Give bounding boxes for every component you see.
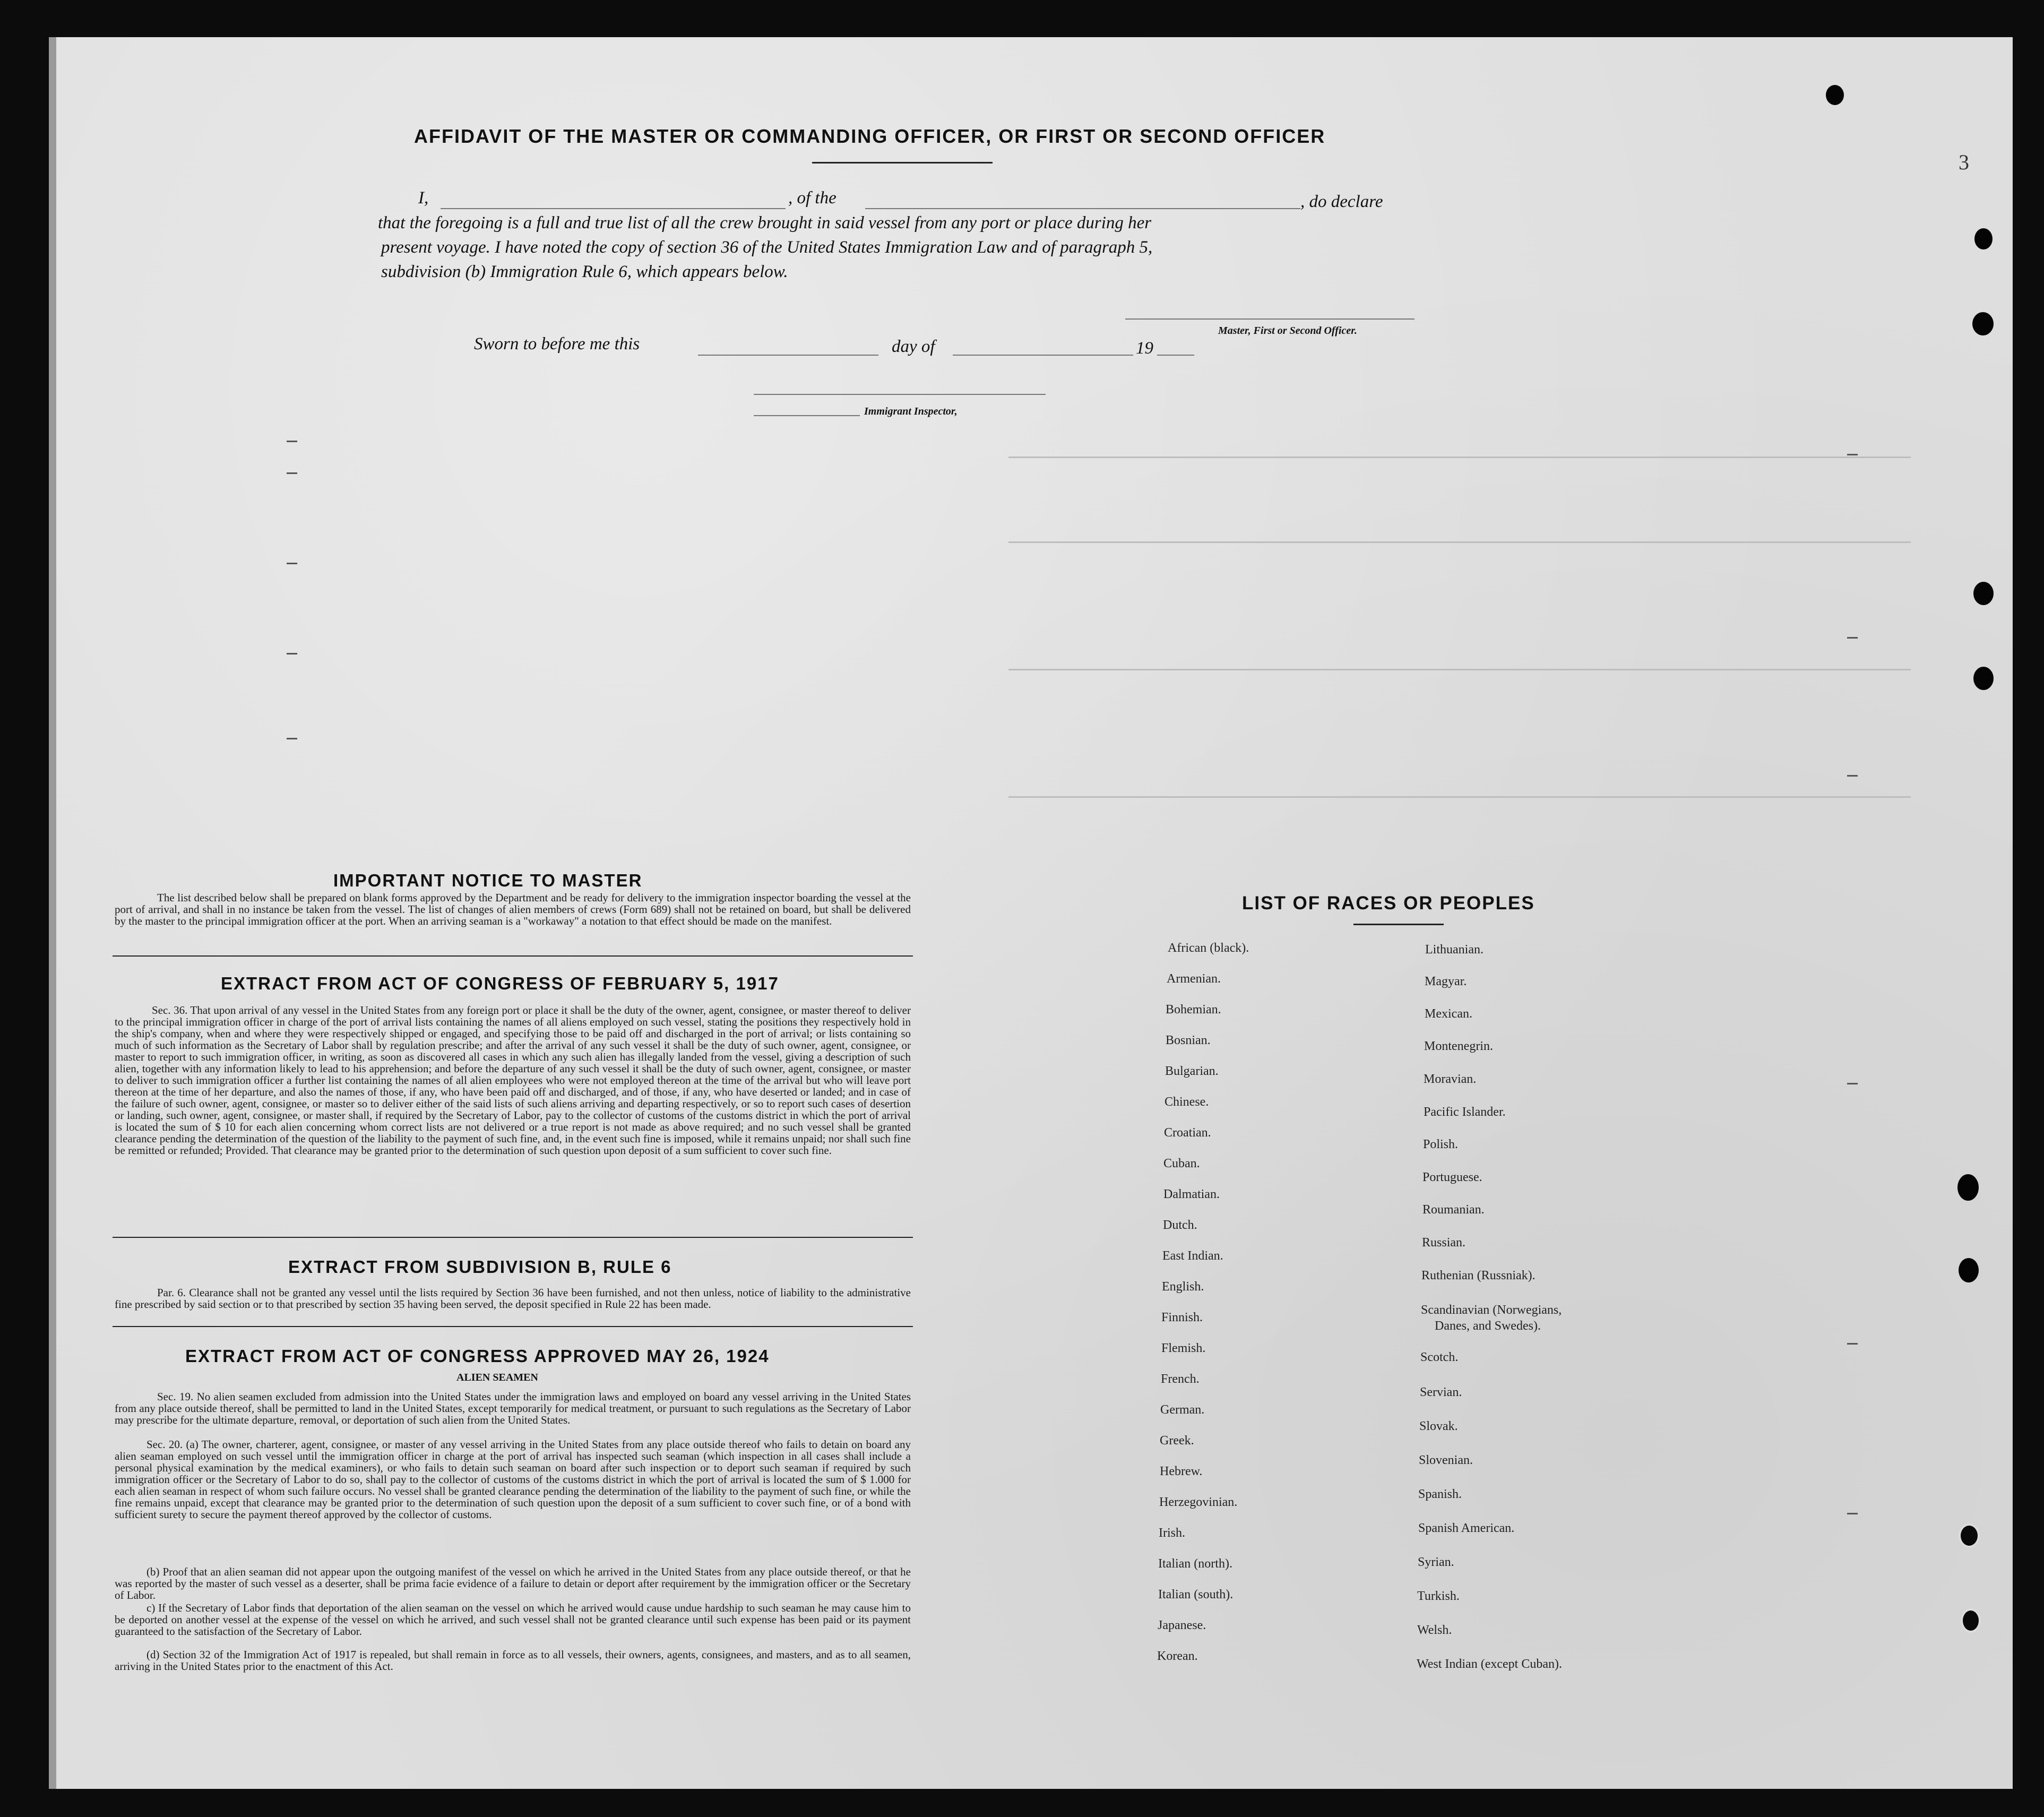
race-left: Finnish.	[1161, 1311, 1203, 1324]
race-left: Korean.	[1157, 1649, 1198, 1663]
race-left: Dalmatian.	[1163, 1187, 1220, 1201]
race-right: Roumanian.	[1422, 1203, 1485, 1217]
race-right: Ruthenian (Russniak).	[1421, 1269, 1536, 1282]
race-right: Spanish.	[1418, 1487, 1462, 1501]
extract-1924-sec20d: (d) Section 32 of the Immigration Act of 1917 is repealed, but shall remain in force as to all vessels, their owners, agents, consignees, and masters, and as to all seamen, arriving in the United States prior to the enactment of this Act.	[115, 1648, 911, 1673]
race-right: West Indian (except Cuban).	[1417, 1657, 1562, 1671]
races-title: LIST OF RACES OR PEOPLES	[1242, 893, 1535, 914]
signature-label: Master, First or Second Officer.	[1218, 325, 1357, 337]
race-right: Pacific Islander.	[1424, 1105, 1506, 1119]
race-left: Irish.	[1159, 1526, 1185, 1540]
page-edge-shadow	[49, 37, 56, 1789]
race-left: Herzegovinian.	[1159, 1495, 1238, 1509]
race-left: East Indian.	[1162, 1249, 1223, 1263]
row-dash	[1847, 775, 1858, 777]
sworn-year-blank	[1157, 355, 1194, 356]
race-right: Welsh.	[1417, 1623, 1452, 1637]
affidavit-do-declare: , do declare	[1300, 192, 1383, 211]
race-right: Scandinavian (Norwegians,	[1421, 1303, 1562, 1317]
rule6-rule	[113, 1326, 913, 1327]
binder-hole	[1957, 1174, 1979, 1201]
race-left: Bohemian.	[1166, 1003, 1221, 1017]
extract-1924-sec20b: (b) Proof that an alien seaman did not appear upon the outgoing manifest of the vessel on which he arrived in the United States from any place outside thereof, or that he was reported by the master of such vessel as a deserter, shall be prima facie evidence of a failure to detain or deport after requirement by the immigration officer or the Secretary of Labor.	[115, 1565, 911, 1601]
sworn-prefix: Sworn to before me this	[474, 334, 640, 354]
notice-rule	[113, 955, 913, 957]
row-dash	[287, 472, 297, 474]
extract-1924-title: EXTRACT FROM ACT OF CONGRESS APPROVED MAY 26, 1924	[185, 1346, 770, 1366]
race-left: German.	[1160, 1403, 1205, 1417]
binder-hole	[1959, 1258, 1979, 1282]
race-right: Spanish American.	[1418, 1521, 1515, 1535]
race-right: Scotch.	[1420, 1350, 1459, 1364]
race-right: Russian.	[1422, 1236, 1466, 1250]
inspector-line	[754, 394, 1046, 395]
signature-line	[1125, 318, 1415, 320]
race-left: French.	[1161, 1372, 1200, 1386]
race-right: Servian.	[1420, 1385, 1462, 1399]
row-dash	[287, 563, 297, 564]
notice-body: The list described below shall be prepared on blank forms approved by the Department and be ready for delivery to the immigration inspector boarding the vessel at the port of arrival, and shall in no instance be taken from the vessel. The list of changes of alien members of crews (Form 689) shall not be retained on board, but shall be delivered by the master to the principal immigration officer at the port. When an arriving seaman is a "workaway" a notation to that effect should be made on the manifest.	[115, 891, 911, 927]
race-left: Bosnian.	[1166, 1034, 1211, 1047]
affidavit-title: AFFIDAVIT OF THE MASTER OR COMMANDING OFFICER, OR FIRST OR SECOND OFFICER	[414, 125, 1326, 147]
race-left: Croatian.	[1164, 1126, 1211, 1140]
race-right: Moravian.	[1424, 1072, 1477, 1086]
race-right: Danes, and Swedes).	[1435, 1319, 1541, 1333]
races-title-rule	[1353, 924, 1444, 925]
affidavit-of-the: , of the	[788, 188, 836, 208]
row-dash	[287, 441, 297, 442]
race-left: English.	[1162, 1280, 1204, 1294]
notice-title: IMPORTANT NOTICE TO MASTER	[333, 871, 643, 890]
affidavit-line1-i: I,	[418, 188, 429, 208]
race-left: Dutch.	[1163, 1218, 1197, 1232]
binder-hole	[1959, 1523, 1980, 1548]
race-right: Magyar.	[1425, 975, 1467, 988]
row-dash	[1847, 1083, 1858, 1084]
rule6-body: Par. 6. Clearance shall not be granted any vessel until the lists required by Section 36 have been furnished, and not then unless, notice of liability to the administrative fine prescribed by said section or to that prescribed by section 35 having been served, the deposit specified in Rule 22 has been made.	[115, 1286, 911, 1311]
race-right: Mexican.	[1425, 1007, 1472, 1021]
race-right: Montenegrin.	[1424, 1039, 1493, 1053]
binder-hole	[1973, 667, 1994, 690]
sworn-month-blank	[953, 355, 1133, 356]
bleed-through-line	[1008, 669, 1911, 670]
margin-mark: 3	[1959, 150, 1969, 174]
affidavit-line4: subdivision (b) Immigration Rule 6, which appears below.	[381, 262, 788, 281]
race-left: Flemish.	[1161, 1341, 1206, 1355]
race-left: Armenian.	[1167, 972, 1221, 986]
race-left: Japanese.	[1158, 1618, 1206, 1632]
race-right: Slovenian.	[1419, 1453, 1473, 1467]
bleed-through-line	[1008, 457, 1911, 458]
race-right: Syrian.	[1418, 1555, 1454, 1569]
row-dash	[1847, 1513, 1858, 1514]
race-left: Hebrew.	[1160, 1465, 1203, 1478]
affidavit-line2: that the foregoing is a full and true list of all the crew brought in said vessel from any port or place during her	[378, 213, 1152, 232]
race-right: Portuguese.	[1422, 1170, 1482, 1184]
extract-1924-sec20a: Sec. 20. (a) The owner, charterer, agent, consignee, or master of any vessel arriving in the United States from any place outside thereof who fails to detain on board any alien seaman employed on such vessel until the immigration officer in charge at the port of arrival has inspected such seaman (which inspection in all cases shall include a personal physical examination by the medical examiners), or who fails to detain such seaman on board after such inspection or to deport such seaman if required by such immigration officer or the Secretary of Labor to do so, shall pay to the collector of customs of the customs district in which the port of arrival is located the sum of $ 1.000 for each alien seaman in respect of whom such failure occurs. No vessel shall be granted clearance pending the determination of the liability to the payment of such fine, or while the fine remains unpaid, except that clearance may be granted prior to the determination of such question upon the deposit of a sum sufficient to cover such fine, or of a bond with sufficient surety to secure the payment thereof approved by the collector of customs.	[115, 1438, 911, 1521]
extract-1924-subtitle: ALIEN SEAMEN	[456, 1372, 538, 1383]
binder-hole	[1826, 85, 1844, 105]
extract-1917-body: Sec. 36. That upon arrival of any vessel in the United States from any foreign port or place it shall be the duty of the owner, agent, consignee, or master thereof to deliver to the principal immigration officer in charge of the port of arrival lists containing the names of all aliens employed on such vessel, stating the positions they respectively hold in the ship's company, when and where they were respectively shipped or engaged, and specifying those to be paid off and discharged in the port of arrival; or lists containing so much of such information as the Secretary of Labor shall by regulation prescribe; and after the arrival of any such vessel it shall be the duty of such owner, agent, consignee, or master to report to such immigration officer, in writing, as soon as discovered all cases in which any such alien has illegally landed from the vessel, giving a description of such alien, together with any information likely to lead to his apprehension; and before the departure of any such vessel it shall be the duty of such owner, agent, consignee, or master to deliver to such immigration officer a further list containing the names of all alien employees who were not employed thereon at the time of the arrival but who will leave port thereon at the time of her departure, and also the names of those, if any, who have been paid off and discharged, and of those, if any, who have deserted or landed; and in case of the failure of such owner, agent, consignee, or master so to deliver either of the said lists of such aliens arriving and departing respectively, or so to report such cases of desertion or landing, such owner, agent, consignee, or master shall, if required by the Secretary of Labor, pay to the collector of customs of the customs district in which the port of arrival is located the sum of $ 10 for each alien concerning whom correct lists are not delivered or a true report is not made as above required; and no such vessel shall be granted clearance pending the determination of the question of the liability to the payment of such fine, and, in the event such fine is imposed, while it remains unpaid; nor shall such fine be remitted or refunded; Provided. That clearance may be granted prior to the determination of such question upon deposit of a sum sufficient to cover such fine.	[115, 1004, 911, 1157]
sworn-day-of: day of	[892, 337, 935, 356]
vessel-blank	[865, 208, 1300, 209]
race-left: Italian (north).	[1158, 1557, 1232, 1571]
affidavit-line3: present voyage. I have noted the copy of section 36 of the United States Immigration Law and of paragraph 5,	[381, 238, 1153, 257]
extract-1917-title: EXTRACT FROM ACT OF CONGRESS OF FEBRUARY 5, 1917	[221, 974, 779, 993]
race-right: Turkish.	[1417, 1589, 1460, 1603]
binder-hole	[1973, 582, 1994, 605]
row-dash	[1847, 1343, 1858, 1345]
race-left: Italian (south).	[1158, 1588, 1234, 1601]
inspector-label: Immigrant Inspector,	[864, 406, 958, 417]
extract-1924-sec19: Sec. 19. No alien seamen excluded from admission into the United States under the immigration laws and employed on board any vessel arriving in the United States from any place outside thereof, shall be permitted to land in the United States, except temporarily for medical treatment, or pursuant to such regulations as the Secretary of Labor may prescribe for the ultimate departure, removal, or deportation of such alien from the United States.	[115, 1390, 911, 1426]
race-right: Polish.	[1423, 1138, 1459, 1151]
bleed-through-line	[1008, 541, 1911, 543]
race-left: Greek.	[1160, 1434, 1194, 1448]
name-blank	[441, 208, 786, 209]
binder-hole	[1974, 228, 1993, 249]
race-left: Chinese.	[1165, 1095, 1209, 1109]
row-dash	[1847, 637, 1858, 639]
race-left: Cuban.	[1163, 1157, 1200, 1170]
binder-hole	[1961, 1608, 1981, 1633]
rule6-title: EXTRACT FROM SUBDIVISION B, RULE 6	[288, 1257, 672, 1277]
row-dash	[287, 653, 297, 655]
extract-1917-rule	[113, 1237, 913, 1238]
race-right: Slovak.	[1419, 1419, 1458, 1433]
race-left: African (black).	[1168, 941, 1249, 955]
race-left: Bulgarian.	[1165, 1064, 1219, 1078]
row-dash	[1847, 454, 1858, 455]
sworn-year: 19	[1136, 339, 1153, 358]
inspector-line-2	[754, 415, 860, 416]
affidavit-title-rule	[812, 162, 993, 163]
binder-hole	[1972, 312, 1994, 335]
race-right: Lithuanian.	[1425, 943, 1484, 957]
extract-1924-sec20c: c) If the Secretary of Labor finds that deportation of the alien seaman on the vessel on which he arrived would cause undue hardship to such seaman he may cause him to be deported on another vessel at the expense of the vessel on which he arrived, and such vessel shall not be granted clearance until such expense has been paid or its payment guaranteed to the satisfaction of the Secretary of Labor.	[115, 1601, 911, 1638]
bleed-through-line	[1008, 796, 1911, 798]
row-dash	[287, 738, 297, 739]
sworn-day-blank	[698, 355, 878, 356]
